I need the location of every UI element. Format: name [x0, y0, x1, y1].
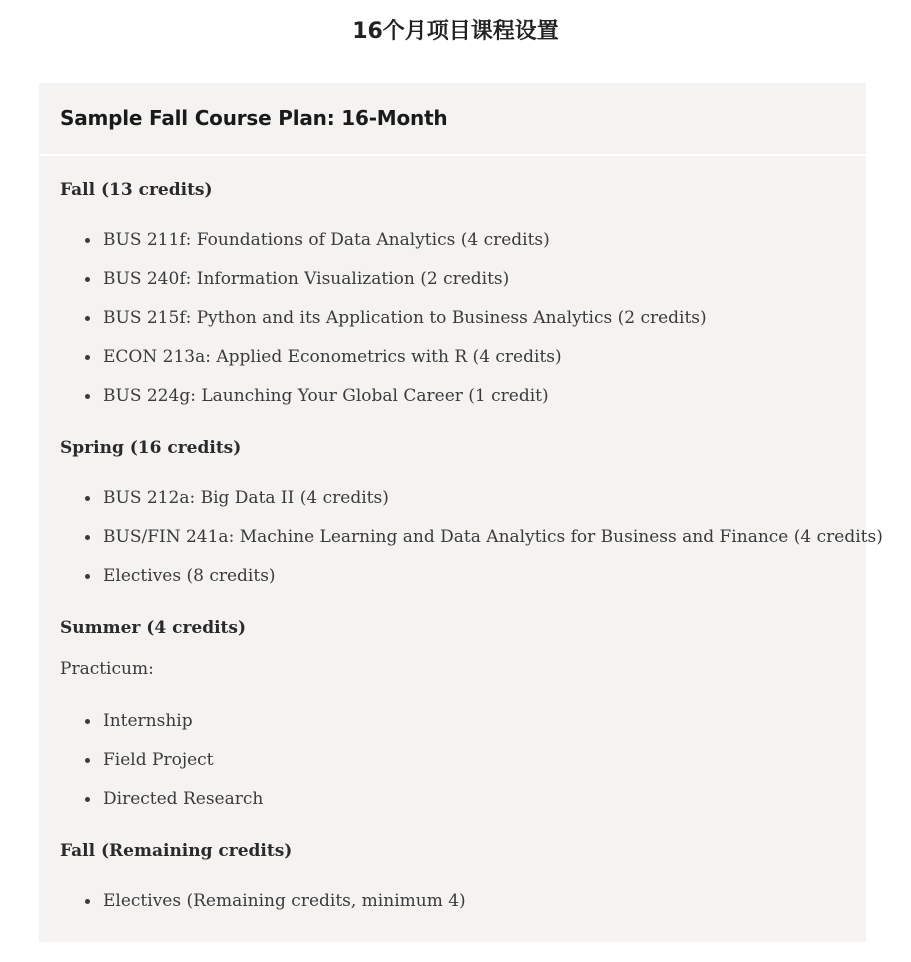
panel-body: [39, 156, 883, 913]
bullet-icon: [85, 797, 90, 802]
list-item: Electives (8 credits): [60, 564, 866, 588]
panel-header: [39, 83, 866, 156]
course-list-spring: [60, 486, 883, 588]
term-heading-fall: Fall (13 credits): [60, 180, 213, 200]
list-item: BUS/FIN 241a: Machine Learning and Data Analytics for Business and Finance (4 credits): [60, 525, 866, 549]
course-list-summer: [60, 709, 866, 811]
course-plan-panel: [39, 83, 883, 942]
course-list-fall-remaining: [60, 889, 866, 913]
bullet-icon: [85, 394, 90, 399]
list-item: BUS 224g: Launching Your Global Career (1 credit): [60, 384, 866, 408]
list-item: Directed Research: [60, 787, 866, 811]
term-heading-spring: Spring (16 credits): [60, 438, 242, 458]
course-list-fall: [60, 228, 866, 408]
list-item: BUS 212a: Big Data II (4 credits): [60, 486, 866, 510]
list-item: BUS 215f: Python and its Application to Business Analytics (2 credits): [60, 306, 866, 330]
bullet-icon: [85, 719, 90, 724]
term-heading-summer: Summer (4 credits): [60, 618, 247, 638]
list-item: Field Project: [60, 748, 866, 772]
term-heading-fall-remaining: Fall (Remaining credits): [60, 841, 293, 861]
page-title: 16个月项目课程设置: [352, 19, 559, 44]
list-item: BUS 240f: Information Visualization (2 credits): [60, 267, 866, 291]
bullet-icon: [85, 758, 90, 763]
bullet-icon: [85, 316, 90, 321]
bullet-icon: [85, 277, 90, 282]
bullet-icon: [85, 238, 90, 243]
practicum-label: Practicum:: [60, 659, 154, 679]
bullet-icon: [85, 355, 90, 360]
bullet-icon: [85, 574, 90, 579]
panel-heading: Sample Fall Course Plan: 16-Month: [60, 106, 448, 130]
bullet-icon: [85, 899, 90, 904]
bullet-icon: [85, 496, 90, 501]
list-item: Electives (Remaining credits, minimum 4): [60, 889, 866, 913]
list-item: BUS 211f: Foundations of Data Analytics (4 credits): [60, 228, 866, 252]
bullet-icon: [85, 535, 90, 540]
list-item: Internship: [60, 709, 866, 733]
list-item: ECON 213a: Applied Econometrics with R (4 credits): [60, 345, 866, 369]
